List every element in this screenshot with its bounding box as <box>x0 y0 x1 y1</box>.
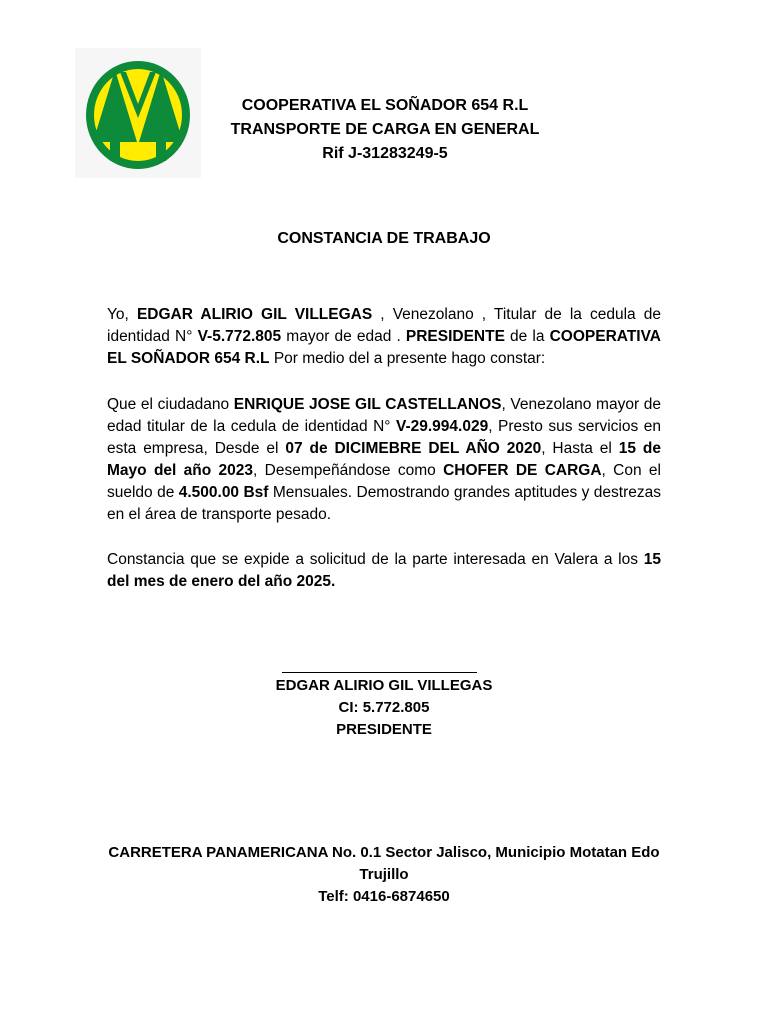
paragraph-employee <box>107 394 661 526</box>
text: mayor de edad . <box>281 328 406 345</box>
address-line-1: CARRETERA PANAMERICANA No. 0.1 Sector Jalisco, Municipio Motatan Edo <box>108 844 660 861</box>
cooperative-tree-logo-icon <box>75 48 201 178</box>
signature-line <box>282 672 477 673</box>
text: Constancia que se expide a solicitud de la parte interesada en Valera a los <box>107 551 644 568</box>
letterhead <box>200 94 570 166</box>
text: , Desempeñándose como <box>253 462 444 479</box>
text: , Presto sus servicios en esta empresa, Desde el <box>107 418 661 457</box>
declarant-role: PRESIDENTE <box>405 328 505 345</box>
employee-id: V-29.994.029 <box>395 418 489 435</box>
paragraph-issuance <box>107 549 661 593</box>
text: de la <box>504 328 550 345</box>
text: Mensuales. Demostrando grandes aptitudes y destrezas en el área de transporte pesado. <box>107 484 661 523</box>
job-title: CHOFER DE CARGA <box>443 462 602 479</box>
footer-address <box>100 842 668 908</box>
paragraph-declarant <box>107 304 661 370</box>
end-date: 15 de Mayo del año 2023 <box>107 440 661 479</box>
text: Que el ciudadano <box>107 396 234 413</box>
text: , Hasta el <box>541 440 619 457</box>
company-activity: TRANSPORTE DE CARGA EN GENERAL <box>230 121 540 138</box>
text: , Venezolano , Titular de la cedula de identidad N° <box>107 306 661 345</box>
signer-ci: CI: 5.772.805 <box>338 699 430 716</box>
address-line-2: Trujillo <box>359 866 409 883</box>
employee-name: ENRIQUE JOSE GIL CASTELLANOS <box>233 396 502 413</box>
phone: Telf: 0416-6874650 <box>318 888 450 905</box>
text: Yo, <box>107 306 137 323</box>
document-title: CONSTANCIA DE TRABAJO <box>277 230 491 247</box>
text: , Con el sueldo de <box>107 462 661 501</box>
company-name: COOPERATIVA EL SOÑADOR 654 R.L <box>241 97 529 114</box>
signer-name: EDGAR ALIRIO GIL VILLEGAS <box>275 677 493 694</box>
logo <box>75 48 201 178</box>
declarant-name: EDGAR ALIRIO GIL VILLEGAS <box>136 306 373 323</box>
declarant-id: V-5.772.805 <box>197 328 282 345</box>
text: Por medio del a presente hago constar: <box>269 350 546 367</box>
salary: 4.500.00 Bsf <box>178 484 269 501</box>
company-rif: Rif J-31283249-5 <box>322 145 448 162</box>
company-name-inline: COOPERATIVA EL SOÑADOR 654 R.L <box>107 328 661 367</box>
text: , Venezolano mayor de edad titular de la cedula de identidad N° <box>107 396 661 435</box>
issue-date: 15 del mes de enero del año 2025. <box>107 551 661 590</box>
start-date: 07 de DICIMEBRE DEL AÑO 2020 <box>285 440 542 457</box>
signer-role: PRESIDENTE <box>336 721 432 738</box>
signature-block <box>0 672 768 741</box>
